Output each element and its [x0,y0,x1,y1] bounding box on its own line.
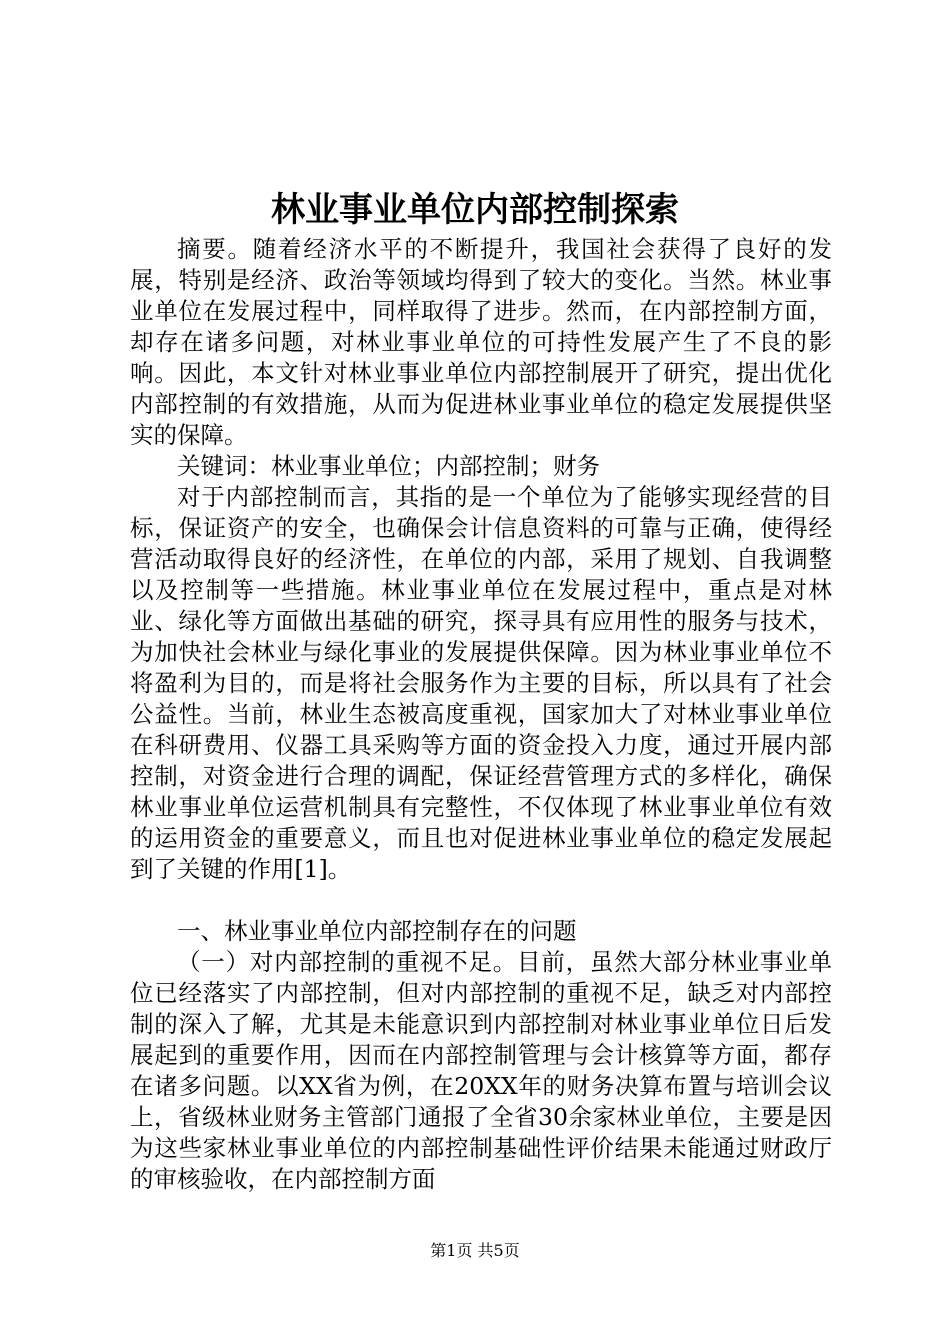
page-number-footer: 第1页 共5页 [430,1241,520,1260]
abstract-paragraph: 摘要。随着经济水平的不断提升，我国社会获得了良好的发展，特别是经济、政治等领域均得到了较大的变化。当然。林业事业单位在发展过程中，同样取得了进步。然而，在内部控制方面，却存在诸多问题，对林业事业单位的可持性发展产生了不良的影响。因此，本文针对林业事业单位内部控制展开了研究，提出优化内部控制的有效措施，从而为促进林业事业单位的稳定发展提供坚实的保障。 [130,235,832,449]
intro-paragraph: 对于内部控制而言，其指的是一个单位为了能够实现经营的目标，保证资产的安全，也确保会计信息资料的可靠与正确，使得经营活动取得良好的经济性，在单位的内部，采用了规划、自我调整以及控制等一些措施。林业事业单位在发展过程中，重点是对林业、绿化等方面做出基础的研究，探寻具有应用性的服务与技术，为加快社会林业与绿化事业的发展提供保障。因为林业事业单位不将盈利为目的，而是将社会服务作为主要的目标，所以具有了社会公益性。当前，林业生态被高度重视，国家加大了对林业事业单位在科研费用、仪器工具采购等方面的资金投入力度，通过开展内部控制，对资金进行合理的调配，保证经营管理方式的多样化，确保林业事业单位运营机制具有完整性，不仅体现了林业事业单位有效的运用资金的重要意义，而且也对促进林业事业单位的稳定发展起到了关键的作用[1]。 [130,483,832,883]
subsection-paragraph: （一）对内部控制的重视不足。目前，虽然大部分林业事业单位已经落实了内部控制，但对内部控制的重视不足，缺乏对内部控制的深入了解，尤其是未能意识到内部控制对林业事业单位日后发展起到的重要作用，因而在内部控制管理与会计核算等方面，都存在诸多问题。以XX省为例，在20XX年的财务决算布置与培训会议上，省级林业财务主管部门通报了全省30余家林业单位，主要是因为这些家林业事业单位的内部控制基础性评价结果未能通过财政厅的审核验收，在内部控制方面 [130,948,832,1193]
document-title: 林业事业单位内部控制探索 [271,190,679,230]
section-heading: 一、林业事业单位内部控制存在的问题 [177,917,577,945]
document-body [130,234,832,1195]
keywords-paragraph: 关键词：林业事业单位；内部控制；财务 [177,452,600,480]
paragraph-gap [130,885,832,916]
